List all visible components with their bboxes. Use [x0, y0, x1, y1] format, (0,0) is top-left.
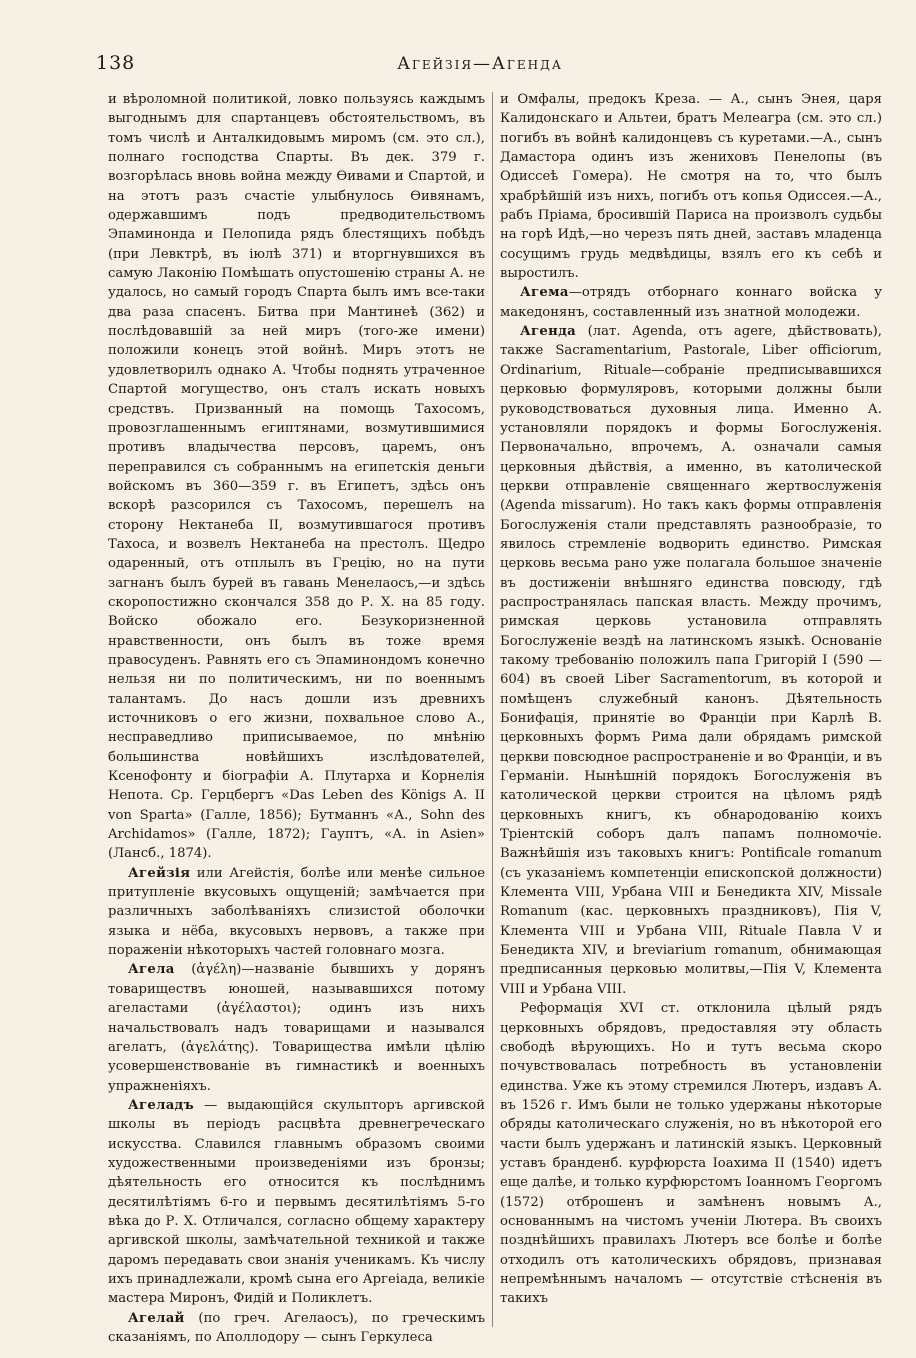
article-headword: Агенда [520, 324, 576, 340]
article-agenda [500, 322, 882, 999]
article-continuation [500, 90, 882, 283]
article-agela [108, 960, 485, 1095]
paragraph-text: —отрядъ отборнаго коннаго войска у македонянъ, составленный изъ знатной молодежи. [500, 285, 882, 320]
running-title: Агейзія—Агенда [397, 54, 563, 74]
article-agelai [108, 1309, 485, 1348]
page-number: 138 [96, 52, 136, 74]
column-divider [492, 92, 493, 1327]
paragraph-text: — выдающійся скульпторъ аргивской школы въ періодъ расцвѣта древнегреческаго искусства. Славился главнымъ образомъ своими художественными произведеніями изъ бронзы; дѣятельность его относится къ послѣднимъ десятилѣтіямъ 6-го и первымъ десятилѣтіямъ 5-го вѣка до Р. Х. Отличался, согласно общему характеру аргивской школы, замѣчательной техникой и также даромъ передавать свои знанія ученикамъ. Къ числу ихъ принадлежали, кромѣ сына его Аргеіада, великіе мастера Миронъ, Фидій и Поликлетъ. [108, 1097, 485, 1307]
article-continuation [108, 90, 485, 864]
article-headword: Агема [520, 285, 569, 301]
page-header [96, 44, 864, 80]
paragraph-text: или Агейстія, болѣе или менѣе сильное притупленіе вкусовыхъ ощущеній; замѣчается при различныхъ заболѣваніяхъ слизистой оболочки языка и нёба, вкусовыхъ нервовъ, а также при пораженіи нѣкоторыхъ частей головнаго мозга. [108, 865, 485, 959]
paragraph-text: и Омфалы, предокъ Креза. — А., сынъ Энея, царя Калидонскаго и Альтеи, братъ Мелеагра (см. это сл.) погибъ въ войнѣ калидонцевъ съ куретами.—А., сынъ Дамастора одинъ изъ жениховъ Пенелопы (въ Одиссеѣ Гомера). Не смотря на то, что былъ храбрѣйшій изъ нихъ, погибъ отъ копья Одиссея.—А., рабъ Пріама, бросившій Париса на произволъ судьбы на горѣ Идѣ,—но черезъ пять дней, заставъ младенца сосущимъ грудь медвѣдицы, взялъ его къ себѣ и выростилъ. [500, 92, 882, 282]
article-headword: Агелай [128, 1310, 185, 1326]
right-column [500, 90, 882, 1330]
article-headword: Агеладъ [128, 1097, 195, 1113]
left-column [108, 90, 485, 1345]
paragraph-text: Реформація XVI ст. отклонила цѣлый рядъ церковныхъ обрядовъ, предоставляя эту область свободѣ вѣрующихъ. Но и тутъ весьма скоро почувствовалась потребность въ установленіи единства. Уже къ этому стремился Лютеръ, издавъ А. въ 1526 г. Имъ были не только удержаны нѣкоторые обряды католическаго служенія, но въ нѣкоторой его части былъ удержанъ и латинскій языкъ. Церковный уставъ бранденб. курфюрста Іоахима II (1540) идетъ еще далѣе, и только курфюрстомъ Іоанномъ Георгомъ (1572) отброшенъ и замѣненъ новымъ А., основаннымъ на чистомъ ученіи Лютера. Въ своихъ позднѣйшихъ правилахъ Лютеръ все болѣе и болѣе отходилъ отъ католическихъ обрядовъ, признавая непремѣннымъ началомъ — отсутствіе стѣсненія въ такихъ [500, 1001, 882, 1307]
article-agema [500, 283, 882, 322]
article-ageizia [108, 864, 485, 961]
paragraph-text: (лат. Agenda, отъ agere, дѣйствовать), также Sacramentarium, Pastorale, Liber officiorum, Ordinarium, Rituale—собраніе предписывавшихся церковью формуляровъ, которыми должны были руководствоваться духовныя лица. Именно А. установляли порядокъ и формы Богослуженія. Первоначально, впрочемъ, А. означали самыя церковныя дѣйствія, а именно, въ католической церкви отправленіе священнаго жертвослуженія (Agenda missarum). Но такъ какъ формы отправленія Богослуженія стали представлять разнообразіе, то явилось стремленіе водворить единство. Римская церковь весьма рано уже полагала большое значеніе въ достиженіи внѣшняго единства повсюду, гдѣ распространялась папская власть. Между прочимъ, римская церковь установила отправлять Богослуженіе вездѣ на латинскомъ языкѣ. Основаніе такому требованію положилъ папа Григорій I (590 — 604) въ своей Liber Sacramentorum, въ которой и помѣщенъ служебный канонъ. Дѣятельность Бонифація, принятіе во Франціи при Карлѣ В. церковныхъ формъ Рима дали обрядамъ римской церкви повсюдное распространеніе и во Франціи, и въ Германіи. Нынѣшній порядокъ Богослуженія въ католической церкви строится на цѣломъ рядѣ церковныхъ книгъ, къ обнародованію коихъ Тріентскій соборъ далъ папамъ полномочіе. Важнѣйшія изъ таковыхъ книгъ: Pontificale romanum (съ указаніемъ компетенціи епископской должности) Клемента VIII, Урбана VIII и Бенедикта XIV, Missale Romanum (кас. церковныхъ праздниковъ), Пія V, Клемента VIII и Урбана VIII, Rituale Павла V и Бенедикта XIV, и breviarium romanum, обнимающая предписанныя церковью молитвы,—Пія V, Клемента VIII и Урбана VIII. [500, 324, 882, 997]
article-headword: Агейзія [128, 865, 191, 881]
paragraph-text: и вѣроломной политикой, ловко пользуясь каждымъ выгоднымъ для спартанцевъ обстоятельствомъ, въ томъ числѣ и Анталкидовымъ миромъ (см. это сл.), полнаго господства Спарты. Въ дек. 379 г. возгорѣлась вновь война между Ѳивами и Спартой, и на этотъ разъ счастіе улыбнулось Ѳивянамъ, одержавшимъ подъ предводительствомъ Эпаминонда и Пелопида рядъ блестящихъ побѣдъ (при Левктрѣ, въ іюлѣ 371) и вторгнувшихся въ самую Лаконію Помѣшать опустошенію страны А. не удалось, но самый городъ Спарта былъ имъ все-таки два раза спасенъ. Битва при Мантинеѣ (362) и послѣдовавшій за ней миръ (того-же имени) положили конецъ этой войнѣ. Миръ этотъ не удовлетворилъ однако А. Чтобы поднять утраченное Спартой могущество, онъ сталъ искать новыхъ средствъ. Призванный на помощь Тахосомъ, провозглашеннымъ египтянами, возмутившимися противъ владычества персовъ, царемъ, онъ переправился съ собраннымъ на египетскія деньги войскомъ въ 360—359 г. въ Египетъ, здѣсь онъ вскорѣ разсорился съ Тахосомъ, перешелъ на сторону Нектанеба II, возмутившагося противъ Тахоса, и возвелъ Нектанеба на престолъ. Щедро одаренный, отъ отплылъ въ Грецію, но на пути загнанъ былъ бурей въ гавань Менелаосъ,—и здѣсь скоропостижно скончался 358 до Р. Х. на 85 году. Войско обожало его. Безукоризненной нравственности, онъ былъ въ тоже время правосуденъ. Равнять его съ Эпаминондомъ конечно нельзя ни по политическимъ, ни по военнымъ талантамъ. До насъ дошли изъ древнихъ источниковъ о его жизни, похвальное слово А., несправедливо приписываемое, по мнѣнію большинства новѣйшихъ изслѣдователей, Ксенофонту и біографіи А. Плутарха и Корнелія Непота. Ср. Герцбергъ «Das Leben des Königs A. II von Sparta» (Галле, 1856); Бутманнъ «А., Sohn des Archidamos» (Галле, 1872); Гауптъ, «А. in Asien» (Лансб., 1874). [108, 92, 485, 862]
article-paragraph [500, 999, 882, 1309]
paragraph-text: (по греч. Агелаосъ), по греческимъ сказаніямъ, по Аполлодору — сынъ Геркулеса [108, 1310, 485, 1345]
article-ageladas [108, 1096, 485, 1309]
article-headword: Агела [128, 962, 175, 978]
paragraph-text: (ἀγέλη)—названіе бывшихъ у дорянъ товариществъ юношей, называвшихся потому агеластами (ἀγέλαστοι); одинъ изъ нихъ начальствовалъ надъ товарищами и назывался агелатъ, (ἀγελάτης). Товарищества имѣли цѣлію усовершенствованіе въ гимнастикѣ и военныхъ упражненіяхъ. [108, 962, 485, 1094]
